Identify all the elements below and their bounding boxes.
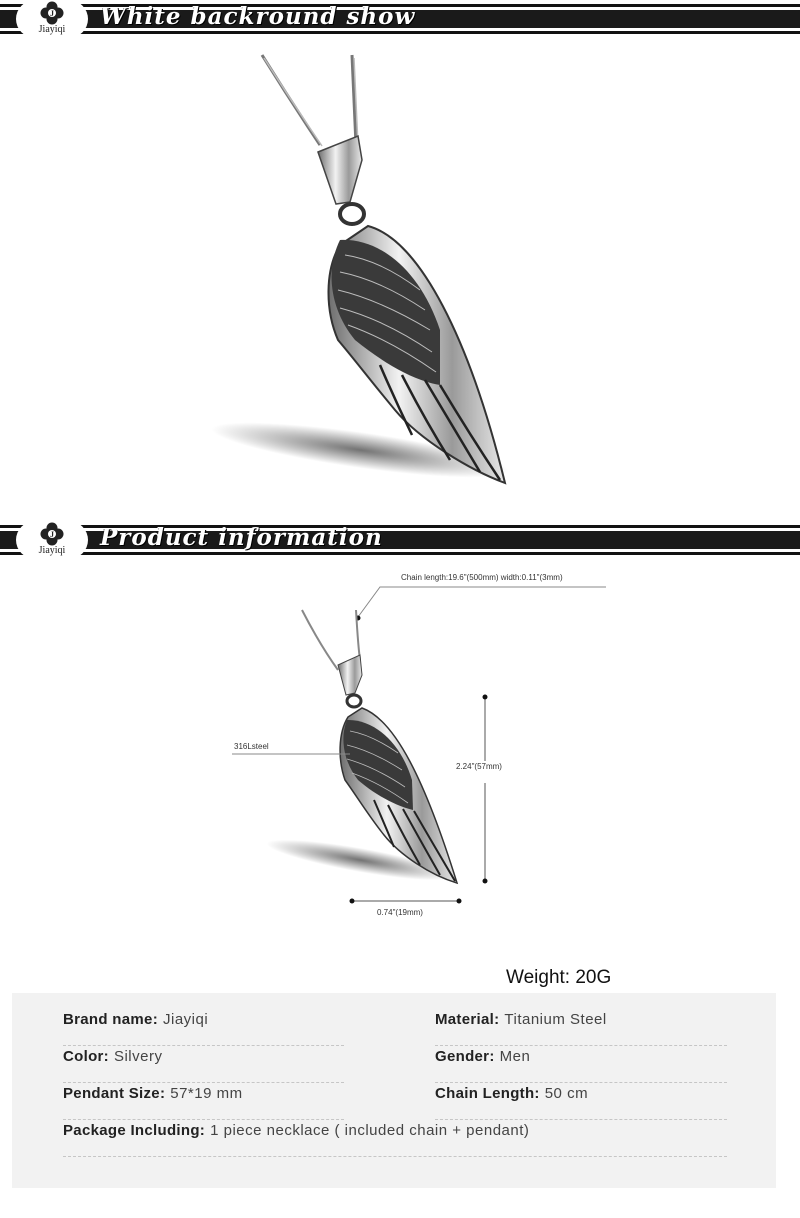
spec-value: 57*19 mm xyxy=(170,1085,243,1102)
width-annotation: 0.74"(19mm) xyxy=(377,908,423,917)
spec-label: Package Including: xyxy=(63,1122,206,1139)
spec-value: 1 piece necklace ( included chain + pendant) xyxy=(210,1122,530,1139)
wing-pendant-dimension-image xyxy=(0,565,800,945)
spec-value: Titanium Steel xyxy=(504,1011,607,1028)
product-image-white-background xyxy=(0,40,800,510)
wing-pendant-image xyxy=(0,40,800,510)
spec-row-color xyxy=(63,1048,344,1083)
section-banner-product-information xyxy=(0,521,800,561)
svg-text:J: J xyxy=(50,530,54,539)
spec-row-gender xyxy=(435,1048,727,1083)
spec-label: Color: xyxy=(63,1048,109,1065)
brand-logo xyxy=(16,521,88,559)
spec-row-package xyxy=(63,1122,727,1157)
spec-row-chain-length xyxy=(435,1085,727,1120)
weight-label: Weight: 20G xyxy=(506,967,612,988)
logo-brand-text: Jiayiqi xyxy=(38,24,66,35)
svg-text:J: J xyxy=(50,9,54,18)
spec-row-material xyxy=(435,1011,727,1046)
section-title: White backround show xyxy=(100,3,416,30)
spec-value: Silvery xyxy=(113,1048,163,1065)
banner-stripe xyxy=(0,31,800,34)
product-dimension-diagram xyxy=(0,565,800,945)
spec-label: Material: xyxy=(435,1011,500,1028)
spec-value: Men xyxy=(499,1048,531,1065)
logo-brand-text: Jiayiqi xyxy=(38,545,66,556)
spec-label: Gender: xyxy=(435,1048,495,1065)
spec-value: Jiayiqi xyxy=(163,1011,209,1028)
section-banner-white-background xyxy=(0,0,800,40)
banner-stripe xyxy=(0,552,800,555)
height-annotation: 2.24"(57mm) xyxy=(456,762,502,771)
material-annotation: 316Lsteel xyxy=(234,742,269,751)
spec-label: Chain Length: xyxy=(435,1085,540,1102)
spec-value: 50 cm xyxy=(544,1085,589,1102)
product-spec-panel xyxy=(12,993,776,1188)
section-title: Product information xyxy=(100,524,383,551)
spec-label: Brand name: xyxy=(63,1011,158,1028)
chain-length-annotation: Chain length:19.6"(500mm) width:0.11"(3mm) xyxy=(401,573,563,582)
clover-logo-icon xyxy=(40,1,64,25)
brand-logo xyxy=(16,0,88,38)
spec-row-brand xyxy=(63,1011,344,1046)
clover-logo-icon xyxy=(40,522,64,546)
spec-row-pendant-size xyxy=(63,1085,344,1120)
spec-label: Pendant Size: xyxy=(63,1085,166,1102)
